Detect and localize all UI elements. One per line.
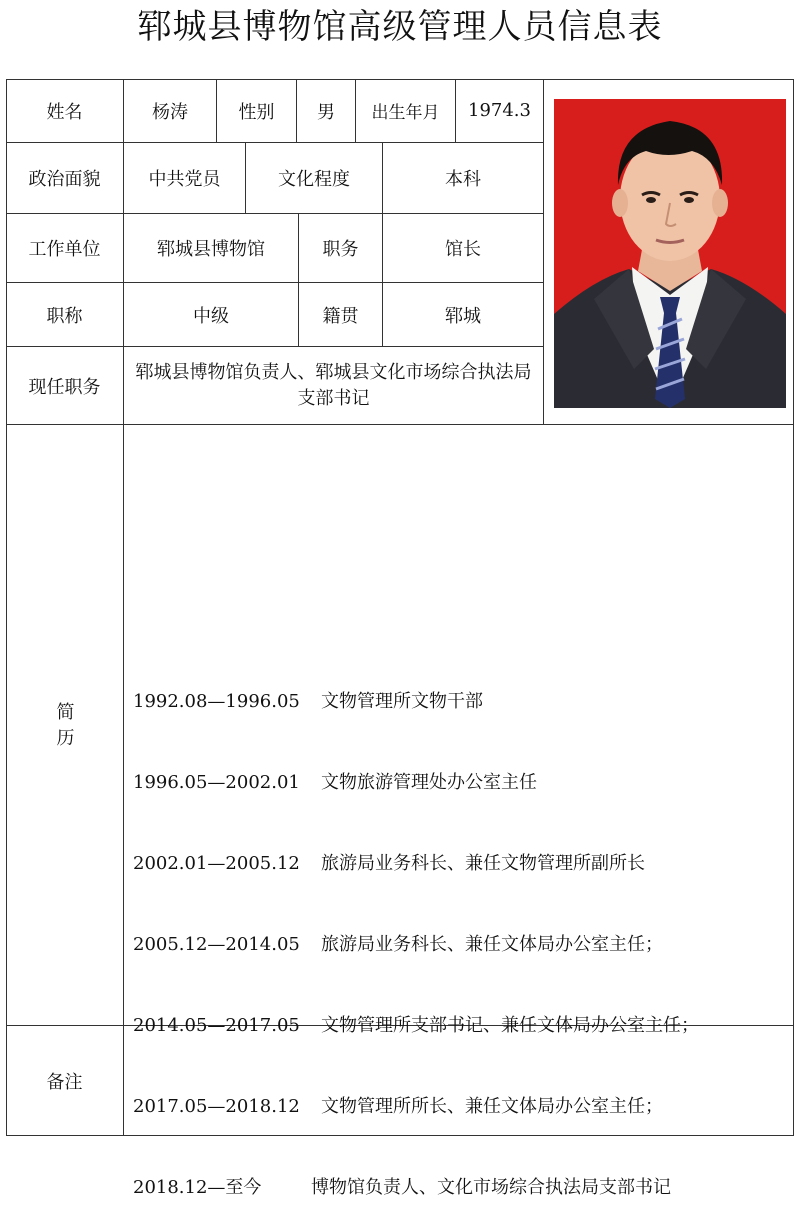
resume-entry [133,769,783,796]
resume-period: 1996.05—2002.01 [133,772,300,793]
resume-period: 2018.12—至今 [133,1177,262,1198]
resume-entry [133,850,783,877]
resume-entry [133,688,783,715]
resume-label [7,700,124,752]
page-title: 郓城县博物馆高级管理人员信息表 [137,7,663,47]
portrait-photo [554,99,786,408]
workplace-value: 郓城县博物馆 [157,239,265,260]
education-value: 本科 [445,169,481,190]
resume-description: 文物管理所所长、兼任文体局办公室主任； [321,1096,663,1117]
resume-entry [133,931,783,958]
name-label: 姓名 [46,101,83,123]
title-rank-value: 中级 [193,305,229,327]
political-value: 中共党员 [148,169,221,190]
resume-description: 博物馆负责人、文化市场综合执法局支部书记 [311,1177,671,1198]
resume-period: 2005.12—2014.05 [133,934,300,955]
current-duty-label: 现任职务 [28,376,101,398]
remarks-label: 备注 [46,1071,83,1093]
resume-description: 文物管理所支部书记、兼任文体局办公室主任； [321,1015,699,1036]
resume-list [133,634,783,1228]
rule-photo-col [543,79,544,425]
resume-period: 2014.05—2017.05 [133,1015,300,1036]
birth-value: 1974.3 [468,100,531,121]
resume-period: 2002.01—2005.12 [133,853,300,874]
resume-description: 旅游局业务科长、兼任文体局办公室主任； [321,934,663,955]
political-label: 政治面貌 [28,169,101,190]
birth-label: 出生年月 [371,103,440,123]
resume-description: 文物旅游管理处办公室主任 [321,772,537,793]
gender-label: 性别 [238,101,275,123]
name-value: 杨涛 [152,101,188,123]
education-label: 文化程度 [278,169,350,190]
resume-period: 1992.08—1996.05 [133,691,300,712]
resume-label-line1: 简 [56,702,75,723]
gender-value: 男 [317,101,335,123]
hometown-value: 郓城 [445,305,481,327]
remarks-value [124,1026,793,1135]
hometown-label: 籍贯 [322,305,359,327]
resume-label-line2: 历 [56,728,75,749]
resume-description: 旅游局业务科长、兼任文物管理所副所长 [321,853,645,874]
title-rank-label: 职称 [46,305,83,327]
position-value: 馆长 [445,239,481,260]
position-label: 职务 [322,239,359,260]
resume-entry [133,1174,783,1201]
resume-period: 2017.05—2018.12 [133,1096,300,1117]
workplace-label: 工作单位 [28,239,101,260]
rule-row5 [6,424,794,425]
resume-description: 文物管理所文物干部 [321,691,483,712]
portrait-illustration [554,99,786,408]
current-duty-value: 郓城县博物馆负责人、郓城县文化市场综合执法局支部书记 [135,361,532,409]
